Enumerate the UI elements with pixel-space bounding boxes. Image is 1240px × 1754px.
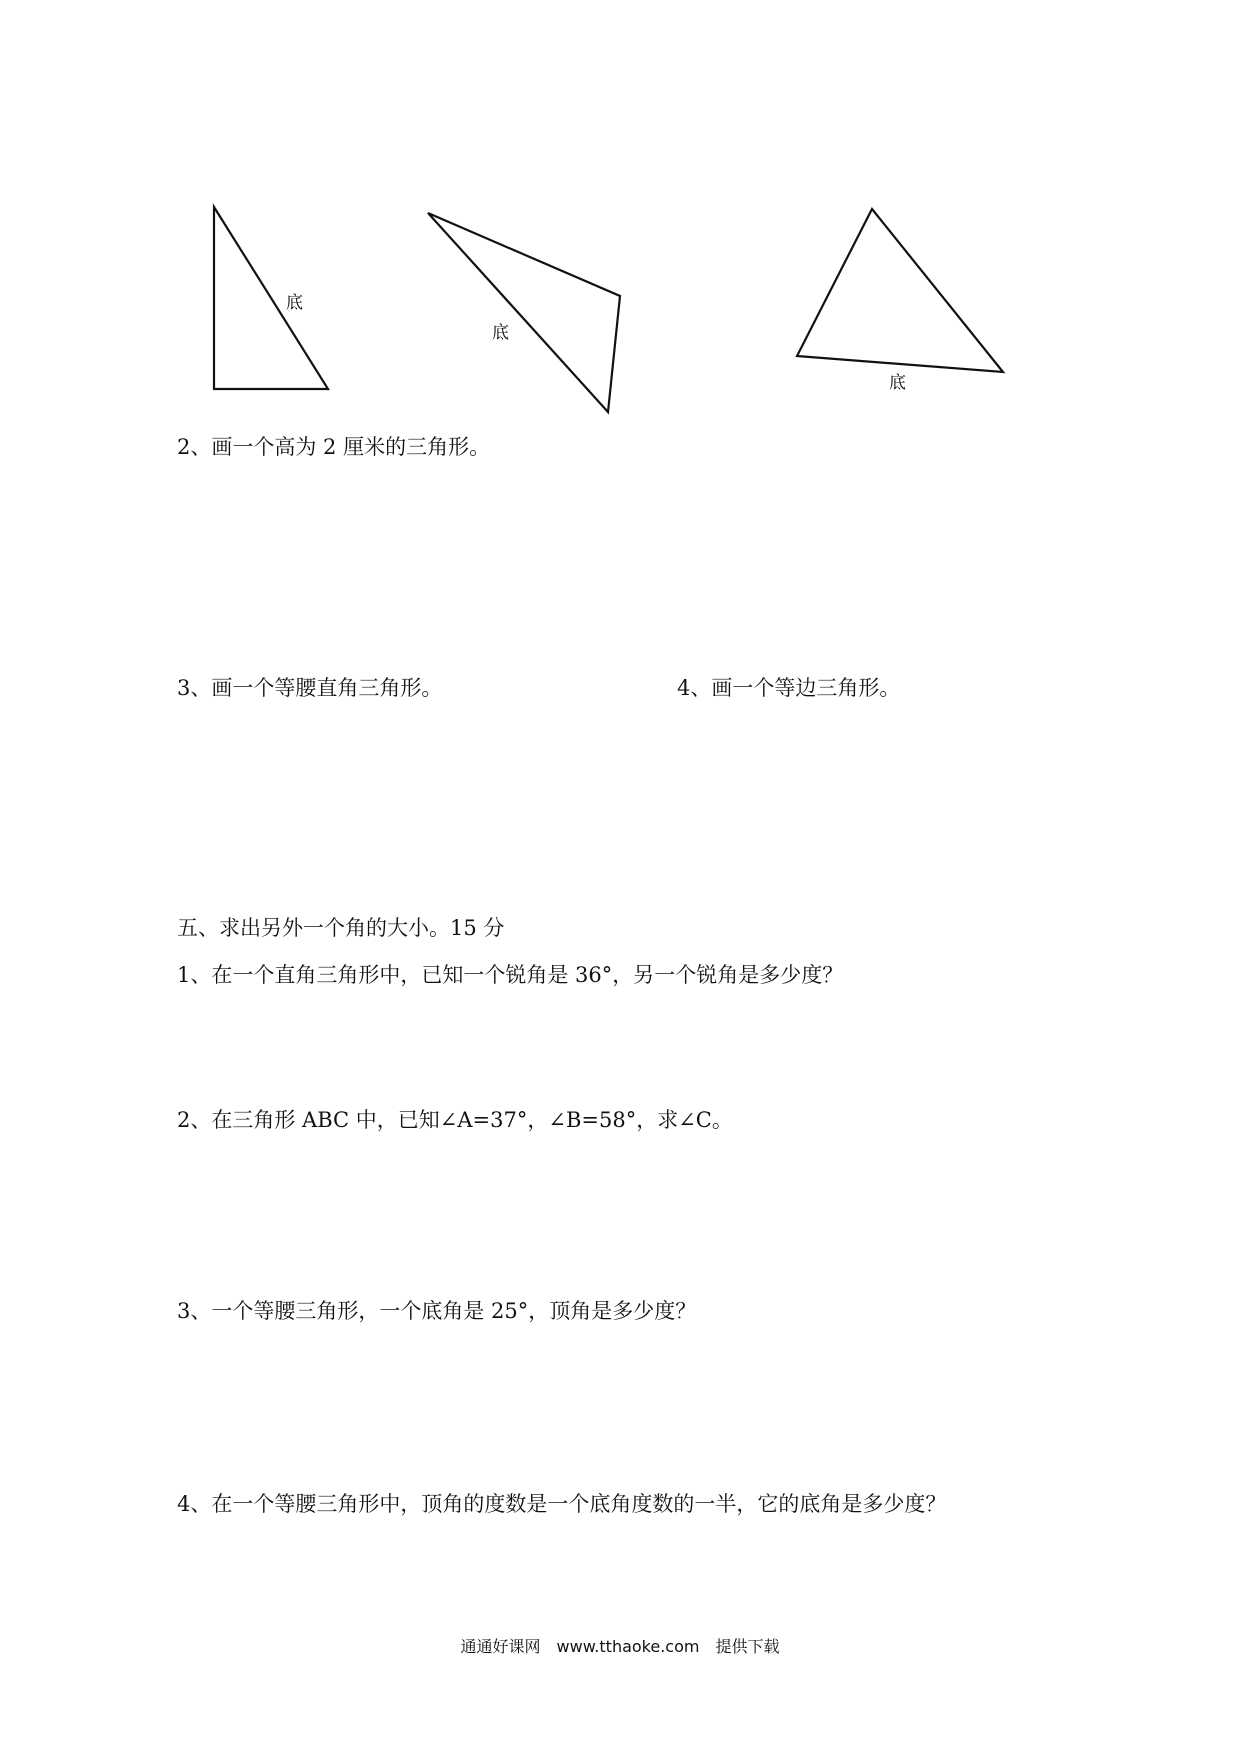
footer-credit: 通通好课网 www.tthaoke.com 提供下载 — [460, 1637, 780, 1656]
question-5-1: 1、在一个直角三角形中，已知一个锐角是 36°，另一个锐角是多少度？ — [177, 963, 844, 987]
base-label-3: 底 — [889, 373, 906, 393]
right-triangle — [214, 207, 328, 389]
base-label-1: 底 — [286, 293, 303, 313]
section-5-title: 五、求出另外一个角的大小。15 分 — [177, 916, 505, 940]
task-draw-equilateral: 4、画一个等边三角形。 — [677, 676, 901, 700]
triangle-figures — [0, 0, 1240, 420]
question-5-3: 3、一个等腰三角形，一个底角是 25°，顶角是多少度？ — [177, 1299, 697, 1323]
task-draw-height-2cm: 2、画一个高为 2 厘米的三角形。 — [177, 435, 491, 459]
acute-triangle — [797, 209, 1003, 372]
task-draw-isosceles-right: 3、画一个等腰直角三角形。 — [177, 676, 443, 700]
obtuse-triangle — [428, 213, 620, 412]
base-label-2: 底 — [492, 323, 509, 343]
question-5-4: 4、在一个等腰三角形中，顶角的度数是一个底角度数的一半，它的底角是多少度？ — [177, 1492, 947, 1516]
question-5-2: 2、在三角形 ABC 中，已知∠A=37°，∠B=58°，求∠C。 — [177, 1108, 733, 1132]
